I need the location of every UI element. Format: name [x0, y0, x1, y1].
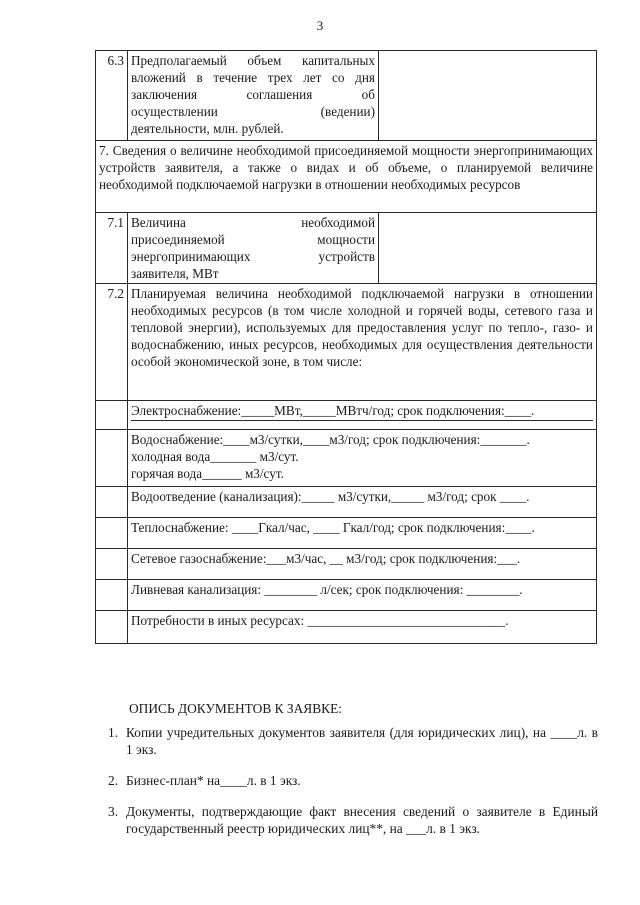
- row-description: [128, 213, 379, 284]
- other-resources-text: Потребности в иных ресурсах: ______________________________.: [131, 613, 509, 628]
- empty-num-cell: [96, 487, 128, 518]
- desc-line: деятельности, млн. рублей.: [131, 121, 284, 136]
- desc-line: заявителя, МВт: [131, 266, 219, 281]
- heat-supply-text: Теплоснабжение: ____Гкал/час, ____ Гкал/год; срок подключения:____.: [131, 520, 535, 535]
- row-7-1: [96, 213, 597, 284]
- section-7-heading: 7. Сведения о величине необходимой присоединяемой мощности энергопринимающих устройств заявителя, а также о видах и об объеме, о планируемой величине необходимой подключаемой нагрузки в отношении необходимых ресурсов: [96, 141, 597, 213]
- desc-line: Предполагаемый объем капитальных: [131, 53, 375, 68]
- storm-sewer-row: [96, 580, 597, 611]
- inventory-item: [108, 772, 598, 789]
- empty-num-cell: [96, 430, 128, 487]
- empty-num-cell: [96, 518, 128, 549]
- sewerage-row: [96, 487, 597, 518]
- inventory-item: [108, 803, 598, 837]
- page-number: 3: [316, 18, 324, 33]
- empty-num-cell: [96, 401, 128, 430]
- heat-supply-cell[interactable]: [128, 518, 597, 549]
- heat-supply-row: [96, 518, 597, 549]
- sewerage-cell[interactable]: [128, 487, 597, 518]
- empty-num-cell: [96, 549, 128, 580]
- desc-line: заключения соглашения об: [131, 87, 375, 102]
- item-number: 3.: [108, 804, 119, 819]
- row-7-2-description: Планируемая величина необходимой подключаемой нагрузки в отношении необходимых ресурсов (в том числе холодной и горячей воды, сетевого газа и тепловой энергии), используемых для предоставления услуг по тепло-, газо- и водоснабжению, иных ресурсов, необходимых для осуществления деятельности особой экономической зоне, в том числе:: [128, 284, 597, 401]
- desc-line: присоединяемой мощности: [131, 232, 375, 247]
- inventory-item: [108, 724, 598, 758]
- other-resources-cell[interactable]: [128, 611, 597, 644]
- empty-num-cell: [96, 611, 128, 644]
- gas-supply-row: [96, 549, 597, 580]
- storm-sewer-text: Ливневая канализация: ________ л/сек; срок подключения: ________.: [131, 582, 523, 597]
- sewerage-text: Водоотведение (канализация):_____ м3/сутки,_____ м3/год; срок ____.: [131, 489, 530, 504]
- hot-water-text: горячая вода______ м3/сут.: [131, 466, 284, 481]
- gas-supply-cell[interactable]: [128, 549, 597, 580]
- desc-line: энергопринимающих устройств: [131, 249, 375, 264]
- item-number: 2.: [108, 773, 119, 788]
- documents-inventory: [108, 700, 598, 837]
- inventory-title: ОПИСЬ ДОКУМЕНТОВ К ЗАЯВКЕ:: [129, 701, 342, 716]
- water-supply-cell[interactable]: [128, 430, 597, 487]
- electricity-text: Электроснабжение:_____МВт,_____МВтч/год; срок подключения:____.: [131, 402, 593, 421]
- row-7: [96, 141, 597, 213]
- item-number: 1.: [108, 725, 119, 740]
- water-supply-row: [96, 430, 597, 487]
- item-text: Документы, подтверждающие факт внесения сведений о заявителе в Единый государственный реестр юридических лиц**, на ___л. в 1 экз.: [126, 804, 598, 836]
- cold-water-text: холодная вода_______ м3/сут.: [131, 449, 299, 464]
- desc-line: осуществлении (ведении): [131, 104, 375, 119]
- capacity-value-cell[interactable]: [379, 213, 597, 284]
- desc-line: вложений в течение трех лет со дня: [131, 70, 375, 85]
- row-number: 7.2: [96, 284, 128, 401]
- application-form-table: [95, 50, 597, 644]
- row-7-2: [96, 284, 597, 401]
- row-6-3: [96, 51, 597, 141]
- capital-investment-value-cell[interactable]: [379, 51, 597, 141]
- row-number: 6.3: [96, 51, 128, 141]
- empty-num-cell: [96, 580, 128, 611]
- electricity-cell[interactable]: [128, 401, 597, 430]
- electricity-row: [96, 401, 597, 430]
- water-supply-text: Водоснабжение:____м3/сутки,____м3/год; срок подключения:_______.: [131, 432, 530, 447]
- gas-supply-text: Сетевое газоснабжение:___м3/час, __ м3/год; срок подключения:___.: [131, 551, 521, 566]
- desc-line: Величина необходимой: [131, 215, 375, 230]
- row-number: 7.1: [96, 213, 128, 284]
- item-text: Копии учредительных документов заявителя (для юридических лиц), на ____л. в 1 экз.: [126, 725, 598, 757]
- row-description: [128, 51, 379, 141]
- other-resources-row: [96, 611, 597, 644]
- storm-sewer-cell[interactable]: [128, 580, 597, 611]
- item-text: Бизнес-план* на____л. в 1 экз.: [126, 773, 301, 788]
